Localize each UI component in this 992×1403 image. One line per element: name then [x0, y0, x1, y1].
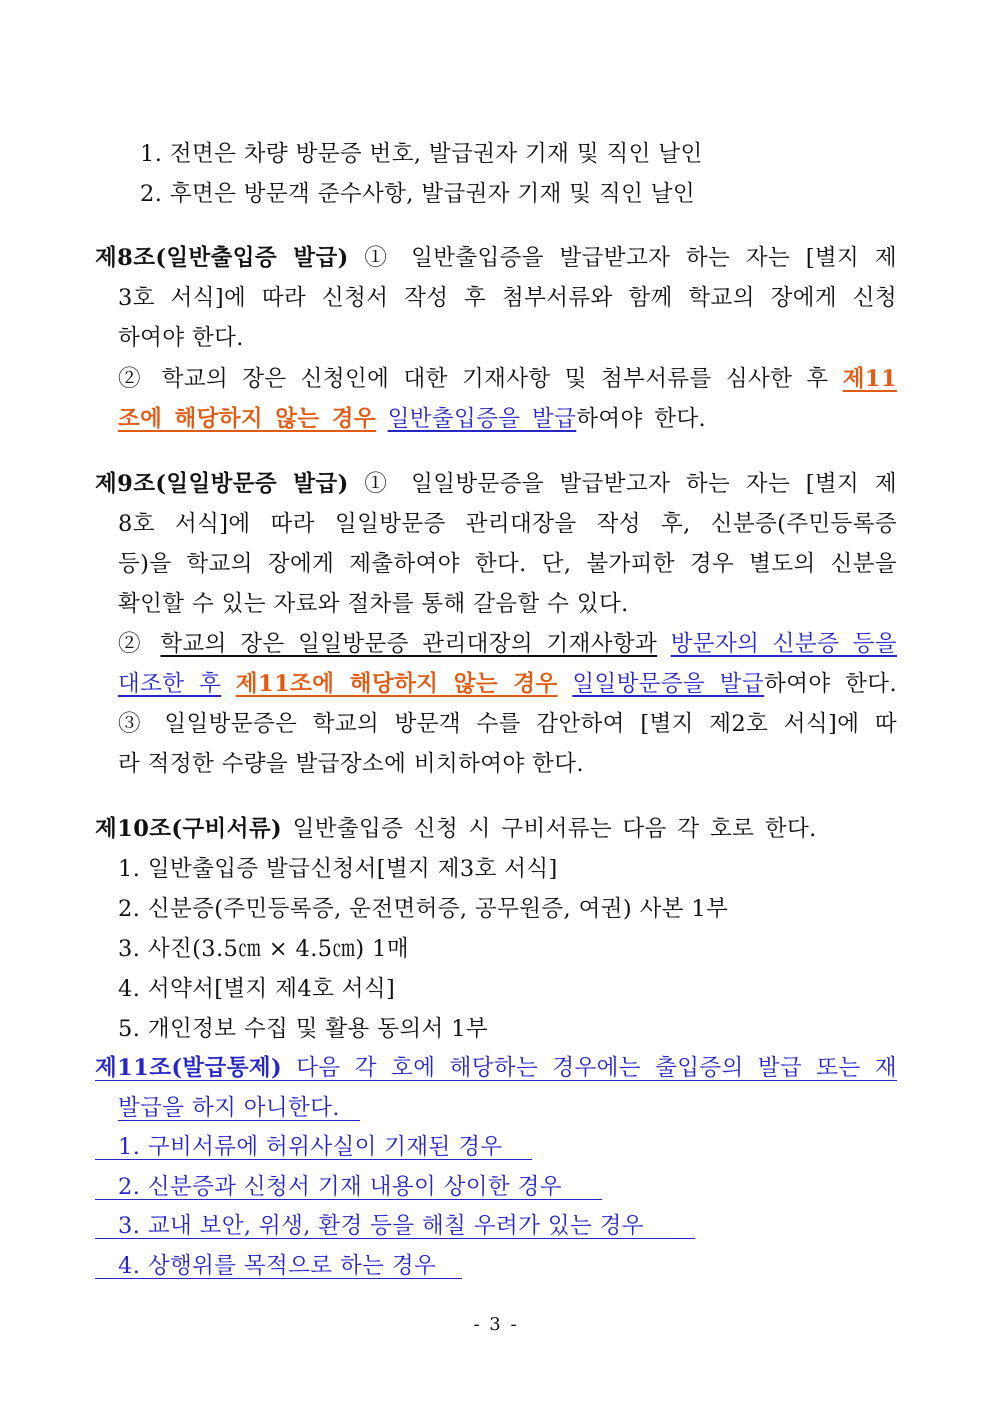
article-8-clause-1: ① 일반출입증을 발급받고자 하는 자는 [별지 제	[364, 245, 897, 271]
revised-text: 일반출입증을 발급	[387, 406, 577, 432]
article-11-line: 발급을 하지 아니한다.	[118, 1095, 340, 1121]
list-item: 1. 구비서류에 허위사실이 기재된 경우	[118, 1134, 503, 1160]
article-10-paragraph	[95, 809, 817, 849]
article-8-line	[118, 399, 706, 439]
clause-number: ②	[118, 631, 161, 657]
list-item: 1. 전면은 차량 방문증 번호, 발급권자 기재 및 직인 날인	[140, 141, 703, 167]
highlight-reference: 제11조에 해당하지 않는 경우	[235, 671, 558, 697]
article-9-heading: 제9조(일일방문증 발급)	[95, 471, 349, 497]
underline-rule	[95, 1238, 695, 1239]
article-9-clause-1: ① 일일방문증을 발급받고자 하는 자는 [별지 제	[364, 471, 897, 497]
article-9-paragraph-1	[95, 464, 897, 504]
underline-rule	[118, 1120, 360, 1121]
revised-text: 대조한 후	[118, 671, 222, 697]
article-9-line	[118, 664, 897, 704]
page-number: - 3 -	[473, 1314, 519, 1335]
underline-rule	[95, 1080, 897, 1081]
list-item: 3. 사진(3.5㎝ × 4.5㎝) 1매	[118, 936, 409, 962]
article-8-line: 하여야 한다.	[118, 325, 244, 351]
article-8-heading: 제8조(일반출입증 발급)	[95, 245, 349, 271]
article-9-clause-2	[118, 624, 897, 664]
article-11-heading: 제11조(발급통제)	[95, 1055, 283, 1081]
clause-text: 하여야 한다.	[576, 406, 707, 432]
clause-text: 하여야 한다.	[764, 671, 897, 697]
article-9-clause-3: ③ 일일방문증은 학교의 방문객 수를 감안하여 [별지 제2호 서식]에 따	[118, 711, 897, 737]
article-8-line: 3호 서식]에 따라 신청서 작성 후 첨부서류와 함께 학교의 장에게 신청	[118, 285, 897, 311]
article-10-heading: 제10조(구비서류)	[95, 816, 283, 842]
list-item: 2. 후면은 방문객 준수사항, 발급권자 기재 및 직인 날인	[140, 181, 696, 207]
highlight-reference: 조에 해당하지 않는 경우	[118, 406, 377, 432]
article-9-line: 등)을 학교의 장에게 제출하여야 한다. 단, 불가피한 경우 별도의 신분을	[118, 551, 897, 577]
list-item: 2. 신분증과 신청서 기재 내용이 상이한 경우	[118, 1174, 562, 1200]
article-9-line: 확인할 수 있는 자료와 절차를 통해 갈음할 수 있다.	[118, 591, 629, 617]
list-item: 3. 교내 보안, 위생, 환경 등을 해칠 우려가 있는 경우	[118, 1213, 644, 1239]
list-item: 5. 개인정보 수집 및 활용 동의서 1부	[118, 1016, 489, 1042]
article-9-line: 8호 서식]에 따라 일일방문증 관리대장을 작성 후, 신분증(주민등록증	[118, 511, 897, 537]
article-11-body: 다음 각 호에 해당하는 경우에는 출입증의 발급 또는 재	[296, 1055, 897, 1081]
underline-rule	[95, 1199, 602, 1200]
article-10-body: 일반출입증 신청 시 구비서류는 다음 각 호로 한다.	[292, 816, 817, 842]
list-item: 4. 서약서[별지 제4호 서식]	[118, 976, 396, 1002]
article-9-line: 라 적정한 수량을 발급장소에 비치하여야 한다.	[118, 751, 584, 777]
underline-rule	[95, 1159, 532, 1160]
highlight-reference: 제11	[842, 366, 897, 392]
underline-rule	[95, 1278, 462, 1279]
revised-text: 학교의 장은 일일방문증 관리대장의 기재사항과	[160, 631, 658, 657]
list-item: 1. 일반출입증 발급신청서[별지 제3호 서식]	[118, 856, 558, 882]
article-11-paragraph	[95, 1048, 897, 1088]
article-8-paragraph-1	[95, 238, 897, 278]
article-8-clause-2	[118, 359, 897, 399]
list-item: 2. 신분증(주민등록증, 운전면허증, 공무원증, 여권) 사본 1부	[118, 896, 729, 922]
clause-text: ② 학교의 장은 신청인에 대한 기재사항 및 첨부서류를 심사한 후	[118, 366, 843, 392]
revised-text: 일일방문증을 발급	[572, 671, 765, 697]
revised-text: 방문자의 신분증 등을	[670, 631, 897, 657]
list-item: 4. 상행위를 목적으로 하는 경우	[118, 1253, 437, 1279]
